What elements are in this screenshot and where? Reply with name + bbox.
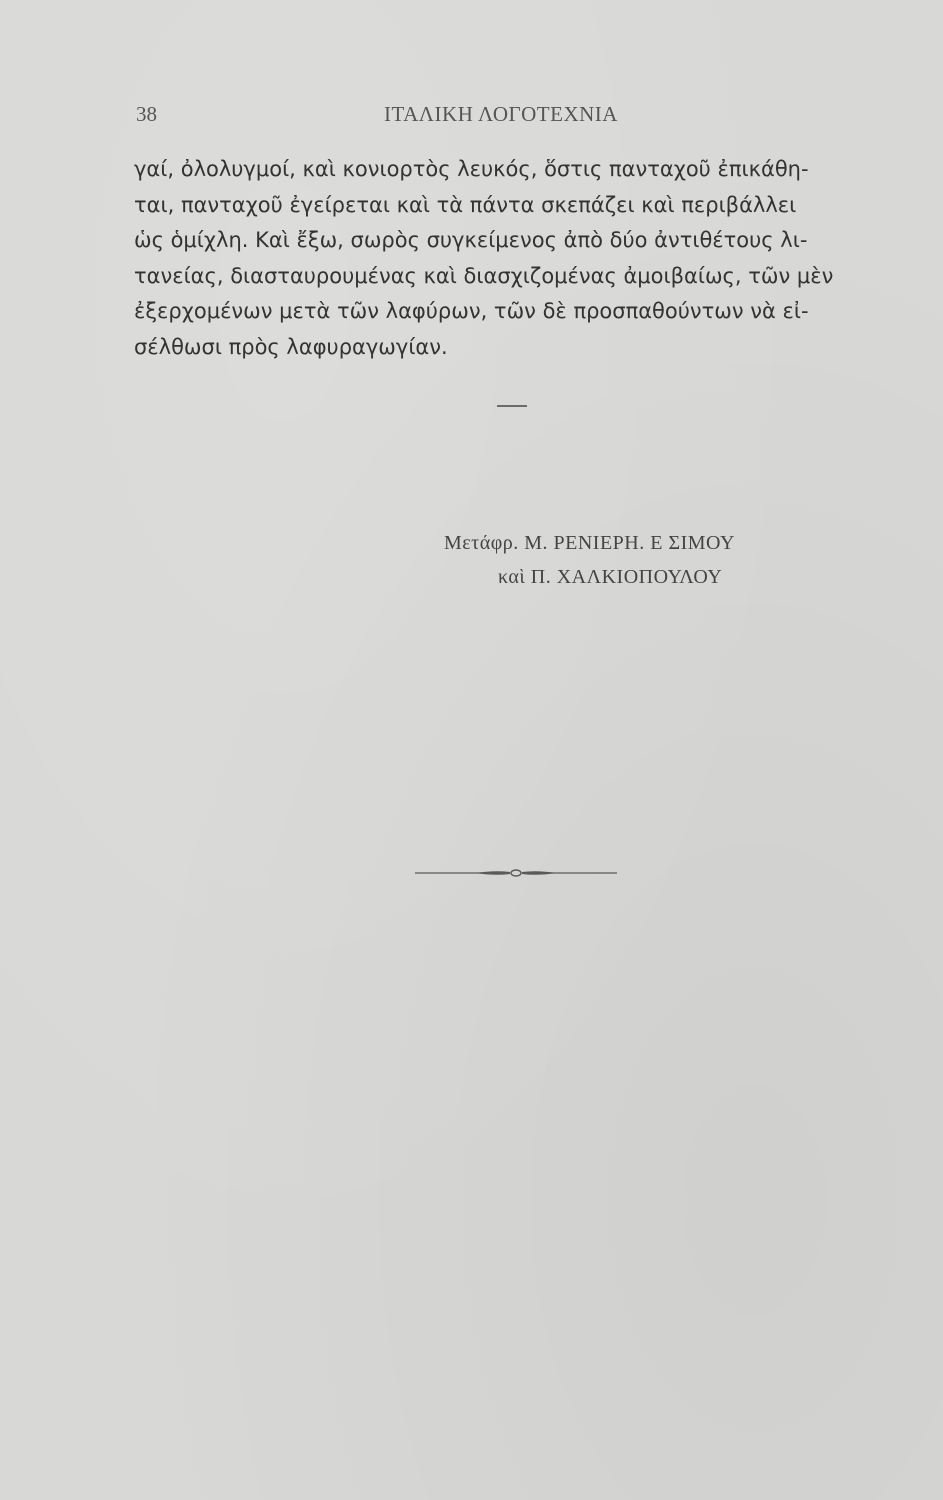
text-line: γαί, ὀλολυγμοί, καὶ κονιορτὸς λευκός, ὅστις πανταχοῦ ἐπικάθη- — [134, 157, 809, 181]
running-head: ΙΤΑΛΙΚΗ ΛΟΓΟΤΕΧΝΙΑ — [384, 102, 618, 126]
credit-line-2: καὶ Π. ΧΑΛΚΙΟΠΟΥΛΟΥ — [498, 566, 723, 588]
section-divider — [497, 405, 527, 407]
text-line: ἐξερχομένων μετὰ τῶν λαφύρων, τῶν δὲ προσπαθούντων νὰ εἰ- — [134, 299, 809, 323]
page-number: 38 — [136, 102, 157, 126]
body-paragraph — [134, 152, 914, 365]
tailpiece-ornament-icon — [415, 866, 617, 880]
text-line: ὡς ὁμίχλη. Καὶ ἔξω, σωρὸς συγκείμενος ἀπὸ δύο ἀντιθέτους λι- — [134, 228, 808, 252]
text-line: σέλθωσι πρὸς λαφυραγωγίαν. — [134, 334, 448, 359]
text-line: τανείας, διασταυρουμένας καὶ διασχιζομένας ἀμοιβαίως, τῶν μὲν — [134, 263, 834, 288]
translator-credits — [444, 526, 735, 594]
credit-line-1: Μετάφρ. Μ. ΡΕΝΙΕΡΗ. Ε ΣΙΜΟΥ — [444, 532, 735, 554]
text-line: ται, πανταχοῦ ἐγείρεται καὶ τὰ πάντα σκεπάζει καὶ περιβάλλει — [134, 192, 797, 217]
